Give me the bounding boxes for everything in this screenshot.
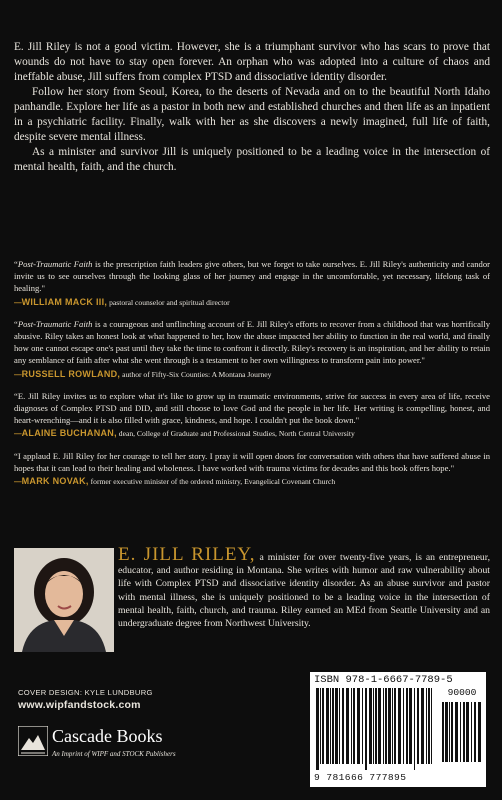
- publisher-name: Cascade Books: [52, 726, 163, 746]
- endorsement: “E. Jill Riley invites us to explore what it's like to grow up in traumatic environments, strive for success in every area of life, receive diagnoses of Complex PTSD and DID, and still choose to love God and the people in her life. Her writing is compelling, honest, and heart-wrenching—and it is also filled with grace, kindness, and hope. I couldn't put the book down." —ALAINE BUCHANAN, dean, College of Graduate and Professional Studies, North Central University: [14, 390, 490, 441]
- endorsement: “Post-Traumatic Faith is a courageous and unflinching account of E. Jill Riley's efforts to recover from a childhood that was horrifically abusive. Riley takes an honest look at what happened to her, how the abuse impacted her ability to function in the real world, and finally how one cannot escape one's past until they take the time to confront it directly. Riley's recovery is an inspiration, and her ability to retain any semblance of faith after what she went through is a testament to her own willingness to transform pain into power." —RUSSELL ROWLAND, author of Fifty-Six Counties: A Montana Journey: [14, 318, 490, 381]
- quote-author: ALAINE BUCHANAN,: [21, 428, 117, 439]
- quote-text: is a courageous and unflinching account of E. Jill Riley's efforts to recover from a childhood that was horrifically abusive. Riley takes an honest look at what happened to her, how the abuse impacted her ability to function in the real world, and finally how one cannot escape one's past until they take the time to confront it directly. Riley's recovery is an inspiration, and her ability to retain any semblance of faith after what she went through is a testament to her own willingness to transform pain into power.": [14, 318, 490, 366]
- quote-role: dean, College of Graduate and Professional Studies, North Central University: [116, 429, 355, 439]
- quote-attribution: —ALAINE BUCHANAN, dean, College of Graduate and Professional Studies, North Central University: [14, 428, 355, 439]
- quote-text: E. Jill Riley invites us to explore what it's like to grow up in traumatic environments, strive for success in every area of life, receive diagnoses of Complex PTSD and DID, and still choose to love God and the people in her life. Her writing is compelling, honest, and heart-wrenching—and it is also filled with grace, kindness, and hope. I couldn't put the book down.": [14, 390, 490, 426]
- quote-role: author of Fifty-Six Counties: A Montana Journey: [120, 369, 272, 379]
- isbn-barcode: [310, 672, 486, 787]
- barcode-bars-icon: [314, 688, 434, 770]
- addon-bars-icon: [440, 702, 484, 768]
- cover-design-credit: COVER DESIGN: KYLE LUNDBURG: [18, 688, 153, 697]
- publisher-logo: [18, 724, 218, 764]
- quote-book-title: Post-Traumatic Faith: [17, 318, 93, 329]
- quote-text: is the prescription faith leaders give others, but we forget to take ourselves. E. Jill Riley's authenticity and candor invite us to see ourselves through the looking glass of her journey and engage in the uncomfortable, yet necessary, lifelong task of healing.": [14, 259, 491, 294]
- publisher-url[interactable]: www.wipfandstock.com: [18, 699, 141, 711]
- blurb-paragraph: Follow her story from Seoul, Korea, to the deserts of Nevada and on to the beautiful North Idaho panhandle. Explore her life as a pastor in both new and established churches and then life as an inpatient in a psychiatric facility. Finally, walk with her as she discovers a newly imagined, full life of faith, despite severe mental illness.: [14, 86, 490, 143]
- quote-text: I applaud E. Jill Riley for her courage to tell her story. I pray it will open doors for conversation with others that have suffered abuse in hopes that it can lead to their healing and wholeness. I have worked with trauma victims for decades and this book offers hope.": [14, 450, 490, 473]
- quote-book-title: Post-Traumatic Faith: [17, 259, 93, 269]
- author-name: E. JILL RILEY,: [118, 544, 256, 565]
- endorsement: “I applaud E. Jill Riley for her courage to tell her story. I pray it will open doors for conversation with others that have suffered abuse in hopes that it can lead to their healing and wholeness. I have worked with trauma victims for decades and this book offers hope." —MARK NOVAK, former executive minister of the ordered ministry, Evangelical Covenant Church: [14, 450, 490, 489]
- credits: [18, 688, 153, 711]
- blurb-paragraph: As a minister and survivor Jill is uniquely positioned to be a leading voice in the intersection of mental health, faith, and the church.: [14, 146, 490, 173]
- endorsements: [14, 258, 490, 497]
- ean-digits: 9 781666 777895: [314, 772, 407, 783]
- quote-attribution: —WILLIAM MACK III, pastoral counselor and spiritual director: [14, 296, 230, 307]
- author-bio-text: a minister for over twenty-five years, is an entrepreneur, educator, and author residing in Montana. She writes with humor and raw vulnerability about life with Complex PTSD and dissociative identity disorder. As an abuse survivor and pastor with mental illness, she is uniquely positioned to be a leading voice in the intersection of mental health, faith, church, and trauma. Riley earned an MEd from Seattle University and an undergraduate degree from Northwest University.: [118, 552, 490, 630]
- quote-role: former executive minister of the ordered ministry, Evangelical Covenant Church: [88, 477, 336, 487]
- author-photo: [14, 548, 114, 652]
- addon-digits: 90000: [447, 687, 477, 698]
- mountain-icon: [18, 726, 48, 756]
- quote-author: RUSSELL ROWLAND,: [21, 368, 121, 379]
- quote-author: WILLIAM MACK III,: [21, 296, 108, 307]
- quote-role: pastoral counselor and spiritual director: [107, 297, 230, 307]
- quote-attribution: —MARK NOVAK, former executive minister of the ordered ministry, Evangelical Covenant Church: [14, 476, 336, 487]
- back-cover-blurb: [14, 40, 490, 175]
- publisher-tagline: An Imprint of WIPF and STOCK Publishers: [52, 750, 176, 758]
- blurb-paragraph: E. Jill Riley is not a good victim. However, she is a triumphant survivor who has scars to prove that wounds do not have to stay open forever. An orphan who was adopted into a culture of chaos and ineffable abuse, Jill suffers from complex PTSD and dissociative identity disorder.: [14, 41, 490, 83]
- quote-attribution: —RUSSELL ROWLAND, author of Fifty-Six Counties: A Montana Journey: [14, 368, 272, 379]
- author-portrait-icon: [14, 548, 114, 652]
- quote-author: MARK NOVAK,: [21, 476, 89, 487]
- endorsement: “Post-Traumatic Faith is the prescription faith leaders give others, but we forget to take ourselves. E. Jill Riley's authenticity and candor invite us to see ourselves through the looking glass of her journey and engage in the uncomfortable, yet necessary, lifelong task of healing." —WILLIAM MACK III, pastoral counselor and spiritual director: [14, 258, 490, 309]
- isbn-number: ISBN 978-1-6667-7789-5: [314, 674, 453, 686]
